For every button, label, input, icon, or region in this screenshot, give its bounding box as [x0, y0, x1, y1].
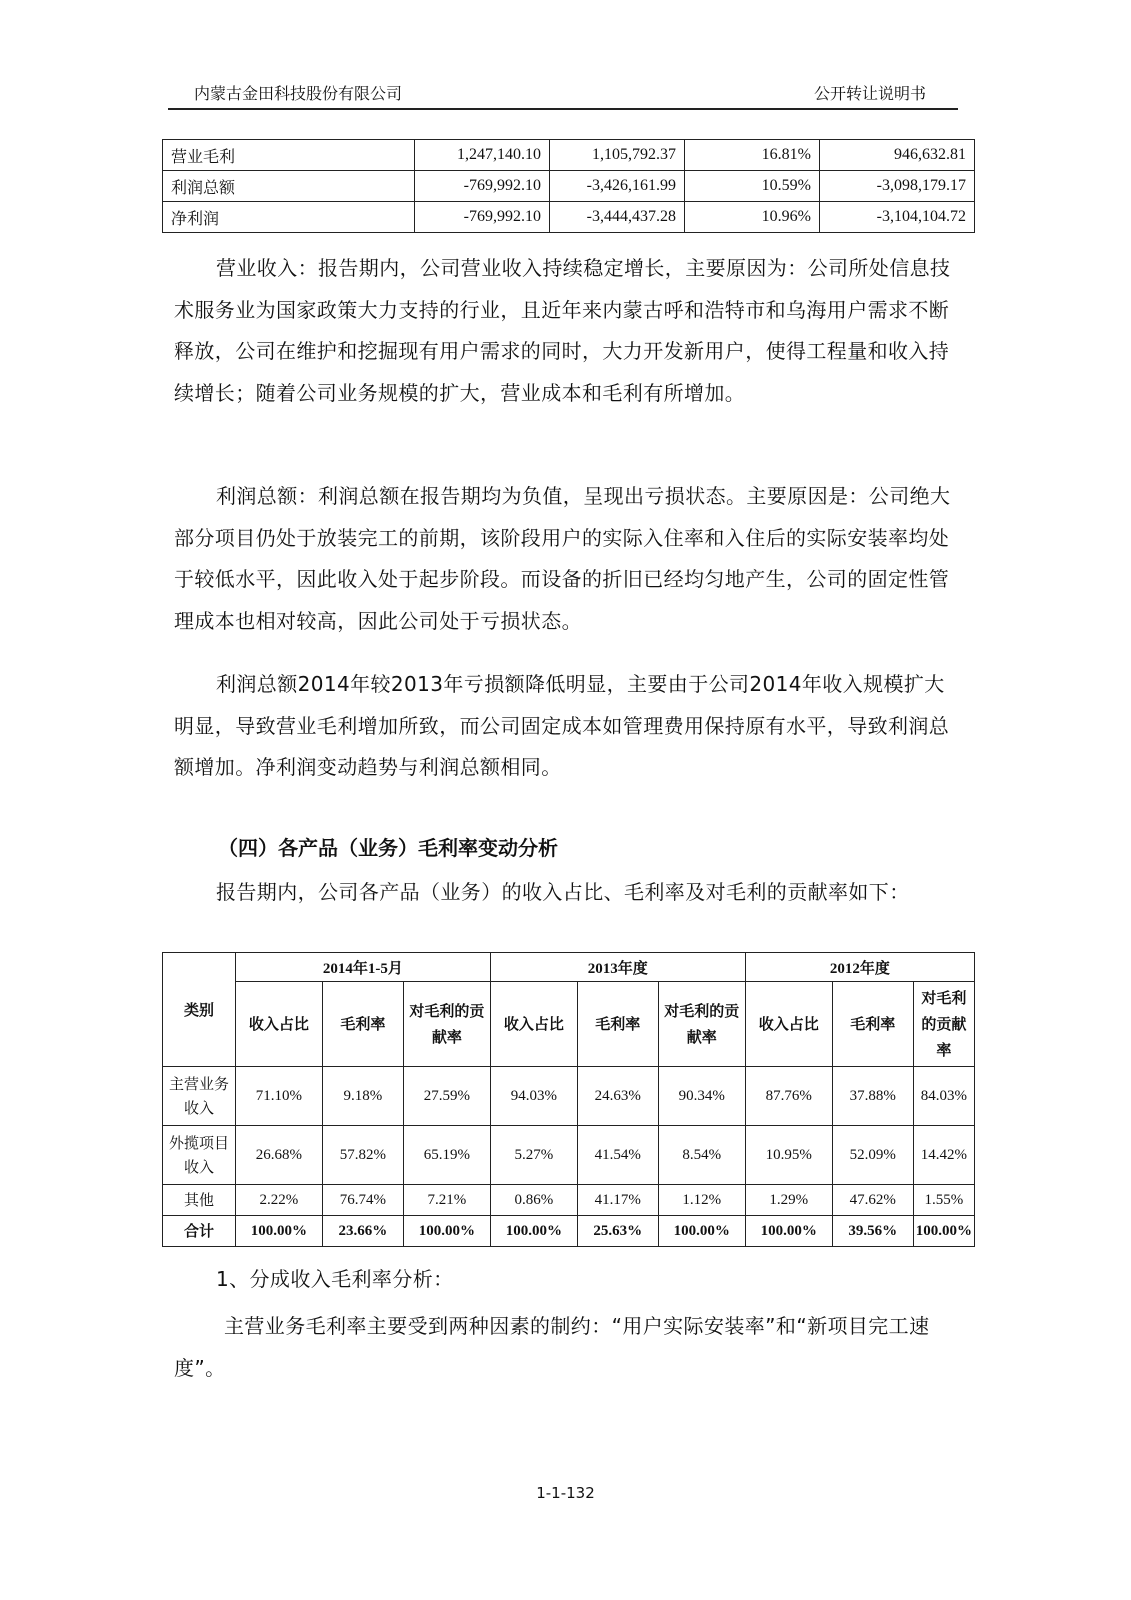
table-cell: -769,992.10 [415, 171, 550, 202]
column-header: 对毛利的贡献率 [913, 982, 974, 1067]
table-cell: 16.81% [685, 140, 820, 171]
table-row [163, 202, 975, 233]
row-category: 外揽项目收入 [163, 1126, 236, 1185]
table-cell: 47.62% [832, 1185, 913, 1216]
table-cell: 1.29% [745, 1185, 832, 1216]
table-row [163, 1185, 975, 1216]
row-label: 净利润 [163, 202, 415, 233]
table-cell: 100.00% [490, 1216, 577, 1247]
table-header-row [163, 953, 975, 982]
table-cell: 37.88% [832, 1067, 913, 1126]
table-cell: 41.54% [577, 1126, 658, 1185]
paragraph-total-profit: 利润总额：利润总额在报告期均为负值，呈现出亏损状态。主要原因是：公司绝大部分项目仍处于放装完工的前期，该阶段用户的实际入住率和入住后的实际安装率均处于较低水平，因此收入处于起步阶段。而设备的折旧已经均匀地产生，公司的固定性管理成本也相对较高，因此公司处于亏损状态。 [174, 484, 951, 633]
page-header [168, 78, 958, 110]
paragraph-subsection: 1、分成收入毛利率分析： [216, 1267, 454, 1291]
table-cell: 27.59% [403, 1067, 490, 1126]
period-header: 2012年度 [745, 953, 974, 982]
table-cell: 0.86% [490, 1185, 577, 1216]
table-cell: -3,444,437.28 [550, 202, 685, 233]
table-cell: -3,098,179.17 [820, 171, 975, 202]
row-category: 其他 [163, 1185, 236, 1216]
table-cell: 24.63% [577, 1067, 658, 1126]
column-header: 收入占比 [490, 982, 577, 1067]
table-cell: 10.59% [685, 171, 820, 202]
table-cell: 76.74% [322, 1185, 403, 1216]
column-header: 收入占比 [235, 982, 322, 1067]
table-row [163, 140, 975, 171]
table-cell: 25.63% [577, 1216, 658, 1247]
table-cell: 100.00% [913, 1216, 974, 1247]
paragraph-profit-change: 利润总额2014年较2013年亏损额降低明显，主要由于公司2014年收入规模扩大明显，导致营业毛利增加所致，而公司固定成本如管理费用保持原有水平，导致利润总额增加。净利润变动趋势与利润总额相同。 [174, 672, 950, 779]
row-category: 合计 [163, 1216, 236, 1247]
column-header: 毛利率 [322, 982, 403, 1067]
table-cell: 52.09% [832, 1126, 913, 1185]
period-header: 2013年度 [490, 953, 745, 982]
table-cell: 41.17% [577, 1185, 658, 1216]
table-cell: 87.76% [745, 1067, 832, 1126]
table-cell: 7.21% [403, 1185, 490, 1216]
table-cell: 71.10% [235, 1067, 322, 1126]
table-cell: -769,992.10 [415, 202, 550, 233]
table-row [163, 1126, 975, 1185]
table-cell: 100.00% [403, 1216, 490, 1247]
row-category: 主营业务收入 [163, 1067, 236, 1126]
section-heading: （四）各产品（业务）毛利率变动分析 [218, 836, 558, 860]
table-cell: 946,632.81 [820, 140, 975, 171]
table-subheader-row [163, 982, 975, 1067]
paragraph-main-margin: 主营业务毛利率主要受到两种因素的制约：“用户实际安装率”和“新项目完工速度”。 [174, 1314, 930, 1380]
paragraph-table-intro: 报告期内，公司各产品（业务）的收入占比、毛利率及对毛利的贡献率如下： [216, 880, 910, 904]
page-number: 1-1-132 [536, 1484, 595, 1502]
table-cell: 1.12% [658, 1185, 745, 1216]
table-row [163, 171, 975, 202]
table-cell: 39.56% [832, 1216, 913, 1247]
period-header: 2014年1-5月 [235, 953, 490, 982]
table-cell: 65.19% [403, 1126, 490, 1185]
table-cell: 23.66% [322, 1216, 403, 1247]
company-name: 内蒙古金田科技股份有限公司 [194, 84, 403, 103]
document-type: 公开转让说明书 [813, 84, 926, 103]
paragraph-revenue: 营业收入：报告期内，公司营业收入持续稳定增长，主要原因为：公司所处信息技术服务业为国家政策大力支持的行业，且近年来内蒙古呼和浩特市和乌海用户需求不断释放，公司在维护和挖掘现有用户需求的同时，大力开发新用户，使得工程量和收入持续增长；随着公司业务规模的扩大，营业成本和毛利有所增加。 [174, 256, 951, 405]
table-cell: 26.68% [235, 1126, 322, 1185]
table-cell: 100.00% [235, 1216, 322, 1247]
table-cell: 100.00% [658, 1216, 745, 1247]
table-cell: 5.27% [490, 1126, 577, 1185]
table-cell: 1,105,792.37 [550, 140, 685, 171]
column-header: 对毛利的贡献率 [403, 982, 490, 1067]
profit-table [162, 139, 975, 233]
table-total-row [163, 1216, 975, 1247]
column-header: 毛利率 [577, 982, 658, 1067]
table-cell: 10.95% [745, 1126, 832, 1185]
table-cell: 84.03% [913, 1067, 974, 1126]
table-cell: 2.22% [235, 1185, 322, 1216]
table-cell: 90.34% [658, 1067, 745, 1126]
margin-analysis-table [162, 952, 975, 1247]
table-cell: 57.82% [322, 1126, 403, 1185]
table-cell: 94.03% [490, 1067, 577, 1126]
row-label: 营业毛利 [163, 140, 415, 171]
column-header: 毛利率 [832, 982, 913, 1067]
row-label: 利润总额 [163, 171, 415, 202]
table-cell: -3,104,104.72 [820, 202, 975, 233]
category-header: 类别 [163, 953, 236, 1067]
column-header: 对毛利的贡献率 [658, 982, 745, 1067]
table-cell: 9.18% [322, 1067, 403, 1126]
table-cell: 14.42% [913, 1126, 974, 1185]
table-row [163, 1067, 975, 1126]
table-cell: -3,426,161.99 [550, 171, 685, 202]
table-cell: 1.55% [913, 1185, 974, 1216]
table-cell: 100.00% [745, 1216, 832, 1247]
column-header: 收入占比 [745, 982, 832, 1067]
table-cell: 1,247,140.10 [415, 140, 550, 171]
table-cell: 8.54% [658, 1126, 745, 1185]
table-cell: 10.96% [685, 202, 820, 233]
